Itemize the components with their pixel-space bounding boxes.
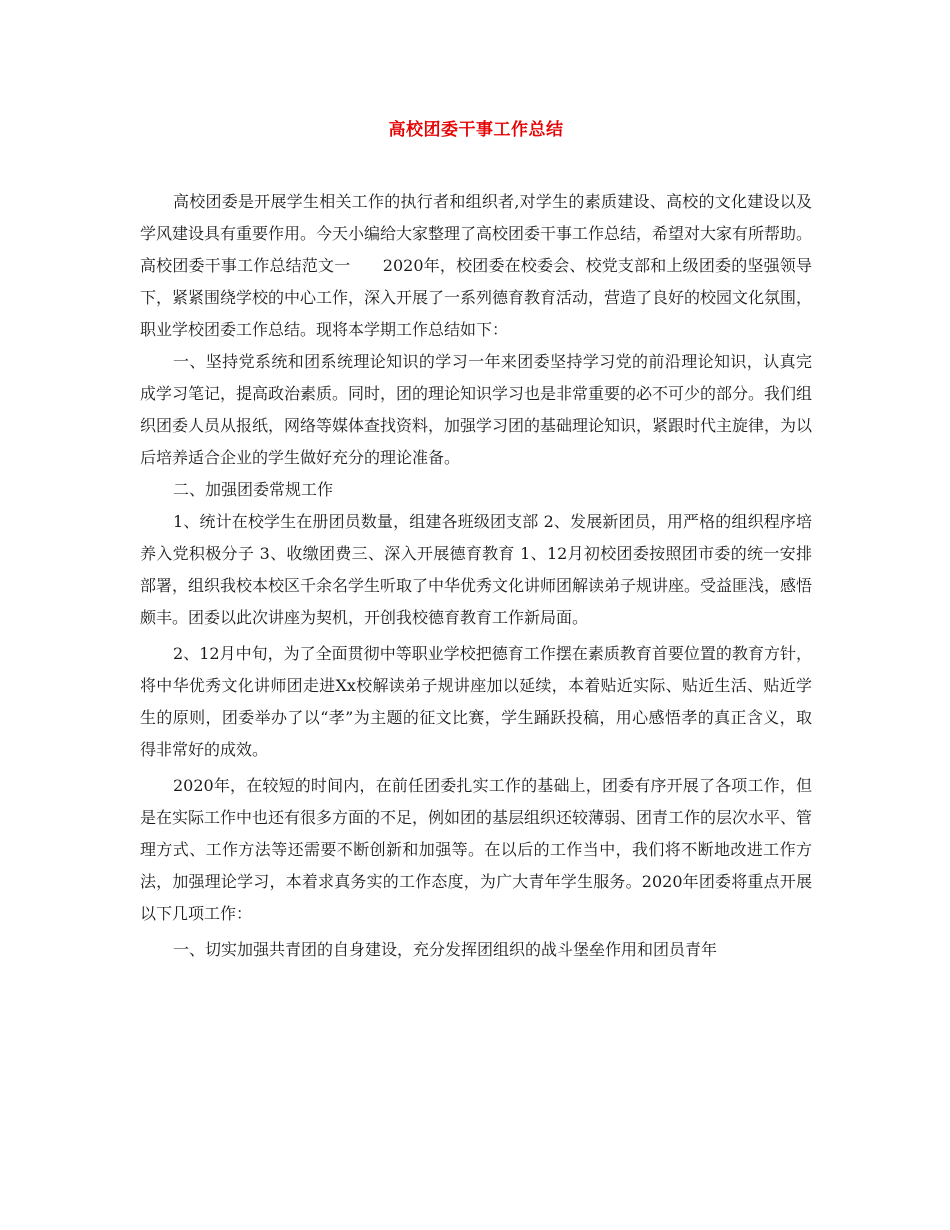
paragraph-theory-study: 一、坚持党系统和团系统理论知识的学习一年来团委坚持学习党的前沿理论知识，认真完成学习笔记，提高政治素质。同时，团的理论知识学习也是非常重要的必不可少的部分。我们组织团委人员从报纸，网络等媒体查找资料，加强学习团的基础理论知识，紧跟时代主旋律，为以后培养适合企业的学生做好充分的理论准备。 (140, 352, 813, 467)
document-title: 高校团委干事工作总结 (388, 120, 564, 140)
paragraph-intro: 高校团委是开展学生相关工作的执行者和组织者,对学生的素质建设、高校的文化建设以及学风建设具有重要作用。今天小编给大家整理了高校团委干事工作总结，希望对大家有所帮助。 (140, 192, 813, 243)
paragraph-self-building: 一、切实加强共青团的自身建设，充分发挥团组织的战斗堡垒作用和团员青年 (173, 940, 718, 959)
paragraph-sample-one: 高校团委干事工作总结范文一 2020年，校团委在校委会、校党支部和上级团委的坚强领导下，紧紧围绕学校的中心工作，深入开展了一系列德育教育活动，营造了良好的校园文化氛围，职业学校团委工作总结。现将本学期工作总结如下： (140, 256, 813, 339)
paragraph-year-summary: 2020年，在较短的时间内，在前任团委扎实工作的基础上，团委有序开展了各项工作，但是在实际工作中也还有很多方面的不足，例如团的基层组织还较薄弱、团青工作的层次水平、管理方式、工作方法等还需要不断创新和加强等。在以后的工作当中，我们将不断地改进工作方法，加强理论学习，本着求真务实的工作态度，为广大青年学生服务。2020年团委将重点开展以下几项工作： (140, 776, 813, 923)
document-page (140, 118, 812, 966)
paragraph-routine-heading: 二、加强团委常规工作 (173, 480, 334, 499)
paragraph-routine-items: 1、统计在校学生在册团员数量，组建各班级团支部 2、发展新团员，用严格的组织程序培养入党积极分子 3、收缴团费三、深入开展德育教育 1、12月初校团委按照团市委的统一安排部署，组织我校本校区千余名学生听取了中华优秀文化讲师团解读弟子规讲座。受益匪浅，感悟颇丰。团委以此次讲座为契机，开创我校德育教育工作新局面。 (140, 512, 813, 627)
paragraph-essay-contest: 2、12月中旬，为了全面贯彻中等职业学校把德育工作摆在素质教育首要位置的教育方针，将中华优秀文化讲师团走进Xx校解读弟子规讲座加以延续，本着贴近实际、贴近生活、贴近学生的原则，团委举办了以“孝”为主题的征文比赛，学生踊跃投稿，用心感悟孝的真正含义，取得非常好的成效。 (140, 644, 812, 759)
